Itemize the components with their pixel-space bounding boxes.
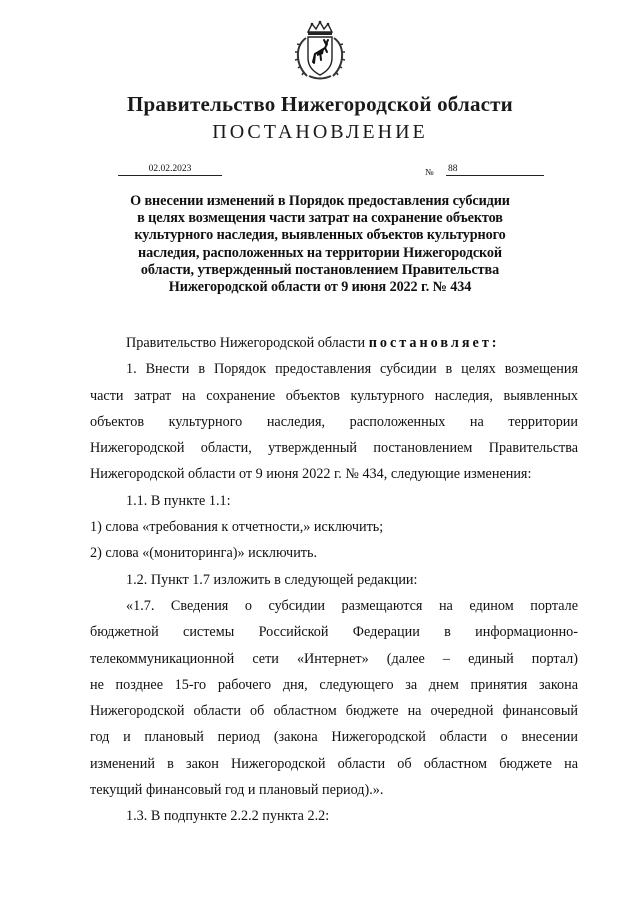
title-line: в целях возмещения части затрат на сохранение объектов (137, 210, 503, 227)
title-line: области, утвержденный постановлением Правительства (140, 261, 500, 278)
body-line: «1.7. Сведения о субсидии размещаются на едином портале (126, 597, 578, 614)
body-line: Нижегородской области об областном бюджете на очередной финансовый (90, 703, 578, 720)
preamble (90, 330, 578, 356)
government-name: Правительство Нижегородской области (127, 92, 513, 116)
coat-of-arms-icon (293, 20, 347, 82)
body-line: изменений в закон Нижегородской области об областном бюджете на (90, 755, 578, 772)
title-line: Нижегородской области от 9 июня 2022 г. № 434 (168, 279, 472, 296)
document-type: ПОСТАНОВЛЕНИЕ (212, 121, 428, 143)
body-line: Нижегородской области, утвержденный постановлением Правительства (90, 440, 578, 457)
body-line: телекоммуникационной сети «Интернет» (далее – единый портал) (90, 650, 578, 667)
body-line: 1.2. Пункт 1.7 изложить в следующей редакции: (126, 571, 418, 588)
body-line: не позднее 15-го рабочего дня, следующего за днем принятия закона (90, 676, 578, 693)
body-line: текущий финансовый год и плановый период).». (90, 782, 384, 799)
document-number: 88 (446, 164, 544, 176)
body-line: 1.3. В подпункте 2.2.2 пункта 2.2: (126, 808, 330, 825)
body-line: 2) слова «(мониторинга)» исключить. (90, 545, 317, 562)
body-line: Нижегородской области от 9 июня 2022 г. № 434, следующие изменения: (90, 466, 532, 483)
body-line: 1) слова «требования к отчетности,» исключить; (90, 519, 384, 536)
number-label: № (425, 167, 434, 177)
body-line: объектов культурного наследия, расположенных на территории (90, 413, 578, 430)
title-line: наследия, расположенных на территории Нижегородской (138, 244, 502, 261)
title-line: О внесении изменений в Порядок предоставления субсидии (130, 193, 510, 209)
document-meta (0, 164, 640, 184)
preamble-verb: постановляет: (368, 335, 500, 351)
body-line: 1. Внести в Порядок предоставления субсидии в целях возмещения (126, 361, 578, 378)
document-title (100, 193, 540, 296)
document-date: 02.02.2023 (118, 164, 222, 176)
body-line: 1.1. В пункте 1.1: (126, 492, 231, 509)
body-line: бюджетной системы Российской Федерации в информационно- (90, 624, 578, 641)
preamble-text: Правительство Нижегородской области (126, 335, 369, 351)
document-body (90, 330, 578, 830)
body-line: части затрат на сохранение объектов культурного наследия, выявленных (90, 387, 578, 404)
body-line: год и плановый период (закона Нижегородской области о внесении (90, 729, 578, 746)
title-line: культурного наследия, выявленных объектов культурного (134, 227, 506, 244)
